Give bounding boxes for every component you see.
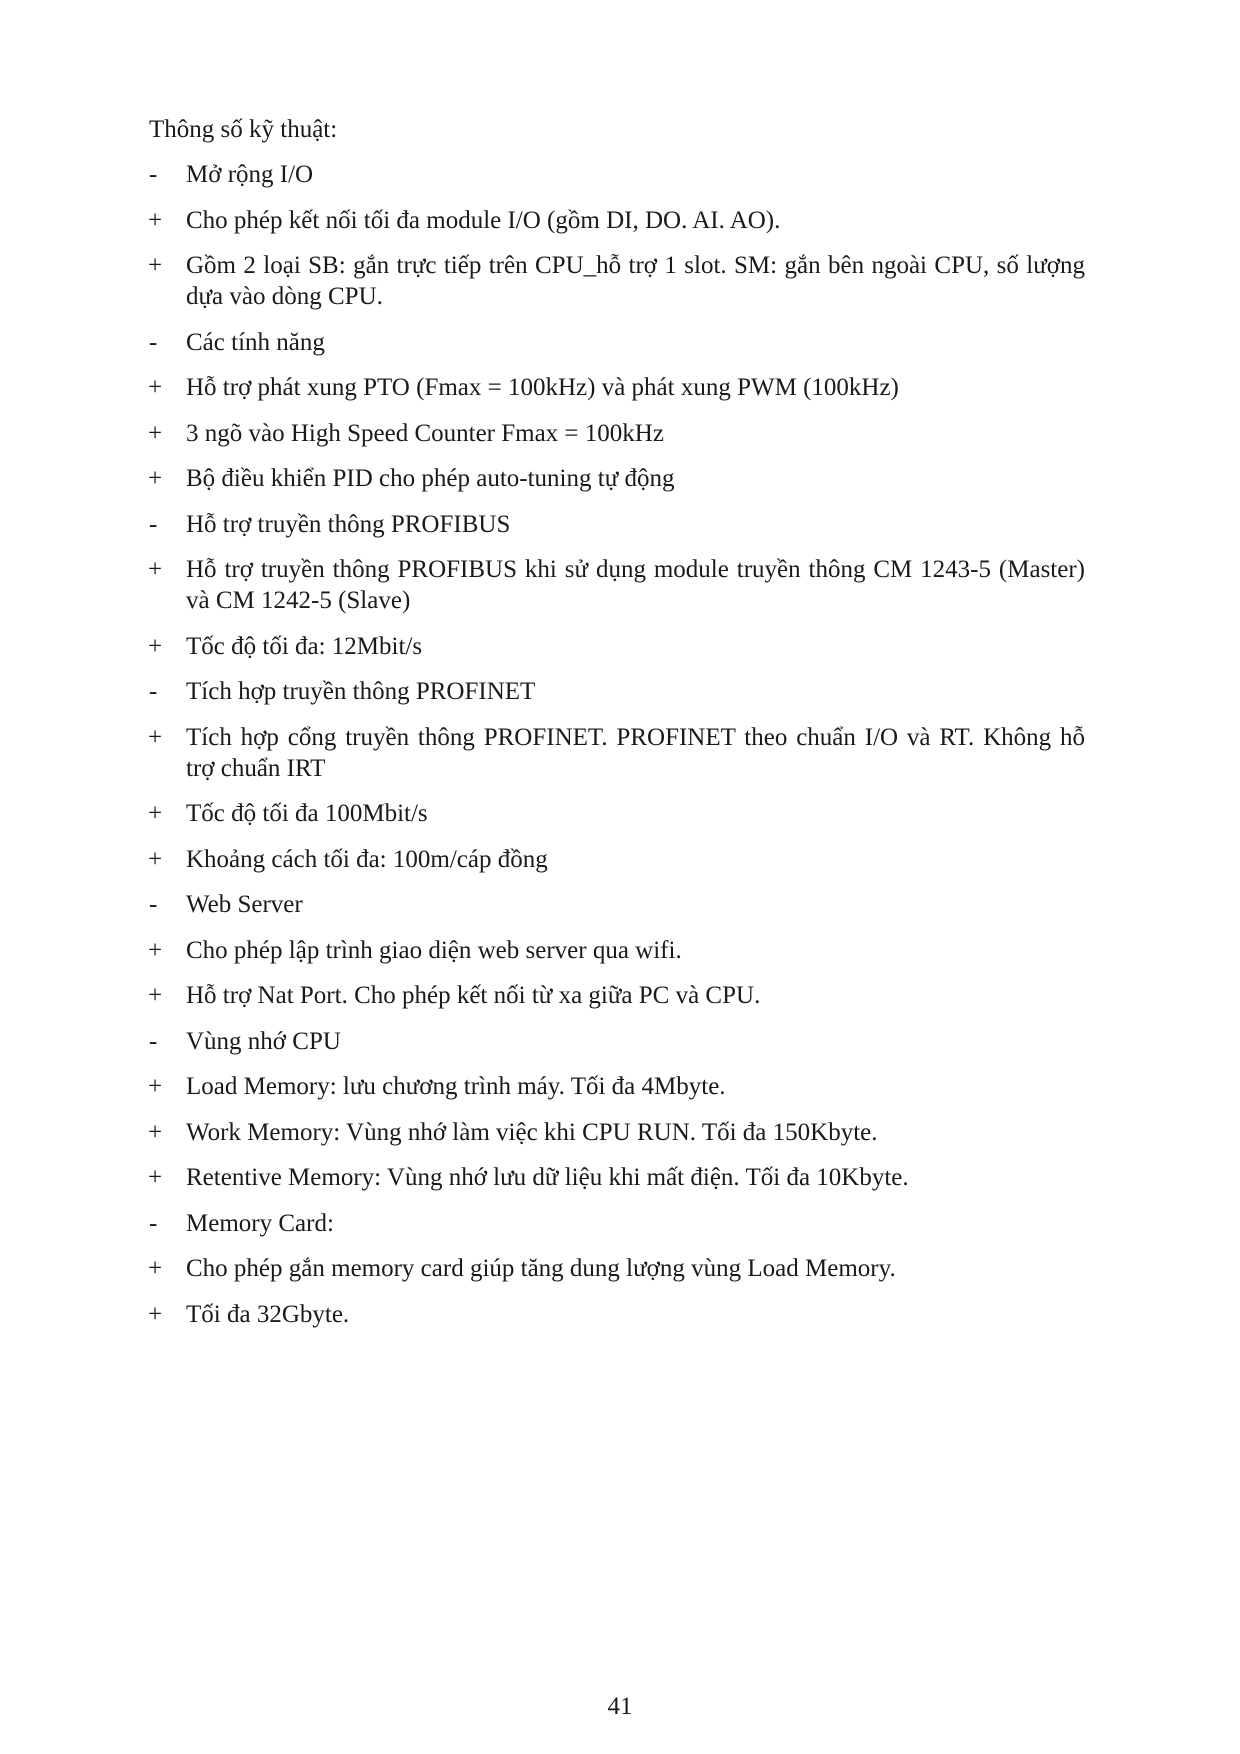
list-item-text: Tích hợp truyền thông PROFINET — [186, 678, 536, 705]
list-item-text: Mở rộng I/O — [186, 161, 314, 188]
sub-list-item — [149, 1162, 1085, 1193]
list-item — [149, 1208, 1085, 1239]
list-item-text: Gồm 2 loại SB: gắn trực tiếp trên CPU_hỗ trợ 1 slot. SM: gắn bên ngoài CPU, số lượng dựa vào dòng CPU. — [186, 252, 1085, 310]
plus-bullet: + — [148, 1164, 163, 1191]
section-heading: Thông số kỹ thuật: — [149, 116, 338, 143]
list-item-text: 3 ngõ vào High Speed Counter Fmax = 100kHz — [186, 419, 664, 447]
list-item-text: Các tính năng — [186, 328, 325, 356]
sub-list-item — [149, 372, 1085, 403]
list-item-text: Hỗ trợ Nat Port. Cho phép kết nối từ xa giữa PC và CPU. — [186, 982, 761, 1009]
list-item-text: Hỗ trợ truyền thông PROFIBUS khi sử dụng module truyền thông CM 1243-5 (Master) và CM 1242-5 (Slave) — [186, 556, 1085, 614]
plus-bullet: + — [148, 252, 163, 279]
plus-bullet: + — [148, 1073, 163, 1100]
list-item-text: Cho phép kết nối tối đa module I/O (gồm DI, DO. AI. AO). — [186, 206, 781, 234]
list-item — [149, 159, 1085, 190]
plus-bullet: + — [148, 1300, 163, 1328]
plus-bullet: + — [148, 632, 163, 660]
spec-list — [149, 159, 1085, 1330]
plus-bullet: + — [148, 374, 163, 401]
sub-list-item — [149, 250, 1085, 312]
list-item-text: Hỗ trợ phát xung PTO (Fmax = 100kHz) và phát xung PWM (100kHz) — [186, 374, 899, 401]
plus-bullet: + — [148, 556, 163, 583]
plus-bullet: + — [148, 1118, 163, 1146]
plus-bullet: + — [148, 800, 163, 827]
dash-bullet: - — [149, 891, 158, 918]
list-item-text: Cho phép gắn memory card giúp tăng dung lượng vùng Load Memory. — [186, 1255, 896, 1282]
list-item-text: Web Server — [186, 891, 303, 918]
list-item — [149, 1026, 1085, 1057]
list-item-text: Tối đa 32Gbyte. — [186, 1300, 350, 1328]
dash-bullet: - — [149, 1027, 158, 1055]
list-item — [149, 889, 1085, 920]
list-item-text: Cho phép lập trình giao diện web server qua wifi. — [186, 936, 682, 964]
page-number: 41 — [607, 1693, 633, 1720]
list-item — [149, 327, 1085, 358]
plus-bullet: + — [148, 982, 163, 1009]
list-item — [149, 676, 1085, 707]
sub-list-item — [149, 1117, 1085, 1148]
list-item — [149, 509, 1085, 540]
list-item-text: Hỗ trợ truyền thông PROFIBUS — [186, 510, 511, 538]
sub-list-item — [149, 1299, 1085, 1330]
list-item-text: Tích hợp cổng truyền thông PROFINET. PROFINET theo chuẩn I/O và RT. Không hỗ trợ chuẩn IRT — [186, 723, 1085, 782]
plus-bullet: + — [148, 419, 163, 447]
sub-list-item — [149, 935, 1085, 966]
sub-list-item — [149, 463, 1085, 494]
list-item-text: Tốc độ tối đa 100Mbit/s — [186, 800, 428, 827]
sub-list-item — [149, 631, 1085, 662]
dash-bullet: - — [149, 161, 158, 188]
dash-bullet: - — [149, 328, 158, 356]
sub-list-item — [149, 844, 1085, 875]
list-item-text: Tốc độ tối đa: 12Mbit/s — [186, 632, 423, 660]
list-item-text: Vùng nhớ CPU — [186, 1027, 341, 1055]
plus-bullet: + — [148, 845, 163, 873]
plus-bullet: + — [148, 206, 163, 234]
plus-bullet: + — [148, 465, 163, 492]
sub-list-item — [149, 1253, 1085, 1284]
list-item-text: Bộ điều khiển PID cho phép auto-tuning tự động — [186, 465, 675, 492]
list-item-text: Khoảng cách tối đa: 100m/cáp đồng — [186, 845, 548, 873]
list-item-text: Memory Card: — [186, 1209, 334, 1237]
sub-list-item — [149, 554, 1085, 616]
list-item-text: Load Memory: lưu chương trình máy. Tối đa 4Mbyte. — [186, 1073, 726, 1100]
plus-bullet: + — [148, 723, 163, 751]
sub-list-item — [149, 722, 1085, 784]
plus-bullet: + — [148, 936, 163, 964]
plus-bullet: + — [148, 1255, 163, 1282]
page-content — [149, 114, 1085, 1344]
sub-list-item — [149, 798, 1085, 829]
dash-bullet: - — [149, 678, 158, 705]
list-item-text: Work Memory: Vùng nhớ làm việc khi CPU RUN. Tối đa 150Kbyte. — [186, 1118, 878, 1146]
sub-list-item — [149, 980, 1085, 1011]
list-item-text: Retentive Memory: Vùng nhớ lưu dữ liệu khi mất điện. Tối đa 10Kbyte. — [186, 1164, 909, 1191]
dash-bullet: - — [149, 510, 158, 538]
sub-list-item — [149, 205, 1085, 236]
sub-list-item — [149, 1071, 1085, 1102]
sub-list-item — [149, 418, 1085, 449]
dash-bullet: - — [149, 1209, 158, 1237]
